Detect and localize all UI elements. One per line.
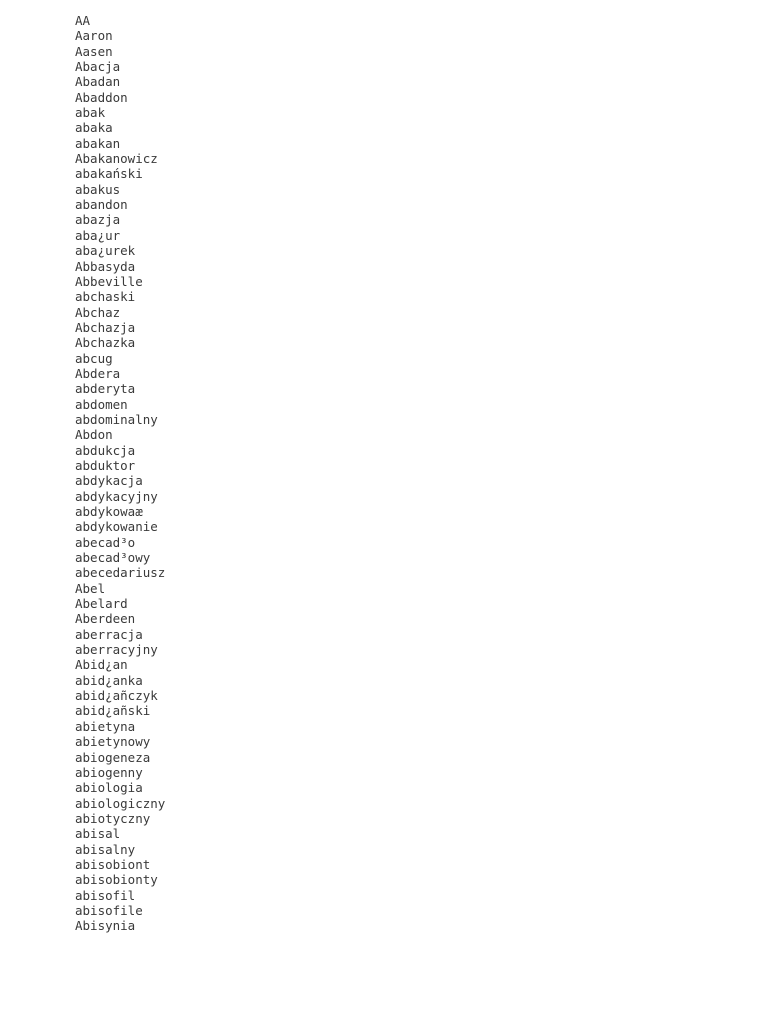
word-list-item: Abacja (75, 59, 121, 75)
word-list-item: Abadan (75, 74, 121, 90)
word-list-item: abak (75, 105, 106, 121)
word-list-item: abdykacja (75, 473, 143, 489)
word-list-item: abiogeneza (75, 749, 151, 765)
word-list-item: Abchazka (75, 335, 136, 351)
word-list-item: AA (75, 13, 91, 28)
word-list-item: Abel (75, 580, 106, 596)
word-list-item: abisal (75, 826, 121, 842)
word-list-item: abakański (75, 166, 143, 182)
word-list-item: abdykowaæ (75, 504, 143, 519)
word-list-item: abecad³owy (75, 550, 151, 566)
word-list-item: abid¿anka (75, 672, 143, 688)
word-list-item: abakan (75, 135, 121, 151)
word-list-item: abid¿añczyk (75, 688, 158, 704)
word-list-item: abisalny (75, 841, 136, 857)
word-list-item: Abelard (75, 596, 128, 612)
word-list-item: abisofil (75, 887, 136, 903)
word-list-item: Abid¿an (75, 657, 128, 673)
word-list-item: abecedariusz (75, 565, 166, 581)
word-list-item: abderyta (75, 381, 136, 397)
word-list (75, 13, 165, 934)
word-list-item: abaka (75, 120, 113, 136)
word-list-item: aberracja (75, 626, 143, 642)
word-list-item: abazja (75, 212, 121, 228)
word-list-item: Abaddon (75, 89, 128, 105)
word-list-item: abiogenny (75, 764, 143, 780)
word-list-item: abisofile (75, 902, 143, 918)
word-list-item: aberracyjny (75, 642, 158, 658)
word-list-item: abisobiont (75, 856, 151, 872)
word-list-item: abdomen (75, 396, 128, 412)
word-list-item: abcug (75, 350, 113, 366)
word-list-item: abdykacyjny (75, 488, 158, 504)
word-list-item: Abchazja (75, 319, 136, 335)
word-list-item: abiologia (75, 780, 143, 796)
word-list-item: Abdera (75, 365, 121, 381)
word-list-item: abietynowy (75, 734, 151, 750)
word-list-item: Abchaz (75, 304, 121, 320)
word-list-item: abdominalny (75, 411, 158, 427)
word-list-item: abid¿añski (75, 703, 151, 719)
word-list-item: abecad³o (75, 534, 136, 550)
word-list-item: Abbasyda (75, 258, 136, 274)
word-list-item: Aasen (75, 43, 113, 59)
word-list-item: Abakanowicz (75, 151, 158, 167)
word-list-item: abiotyczny (75, 810, 151, 826)
word-list-item: abandon (75, 197, 128, 213)
word-list-item: abietyna (75, 718, 136, 734)
word-list-item: aba¿urek (75, 243, 136, 259)
word-list-item: abakus (75, 181, 121, 197)
word-list-item: Abdon (75, 427, 113, 443)
word-list-item: Aberdeen (75, 611, 136, 627)
word-list-item: abchaski (75, 289, 136, 305)
word-list-item: Abbeville (75, 273, 143, 289)
word-list-item: abdukcja (75, 442, 136, 458)
word-list-item: abduktor (75, 457, 136, 473)
word-list-item: abiologiczny (75, 795, 166, 811)
word-list-item: aba¿ur (75, 227, 121, 243)
word-list-item: Abisynia (75, 918, 136, 934)
word-list-item: Aaron (75, 28, 113, 44)
word-list-item: abdykowanie (75, 519, 158, 535)
word-list-item: abisobionty (75, 872, 158, 888)
